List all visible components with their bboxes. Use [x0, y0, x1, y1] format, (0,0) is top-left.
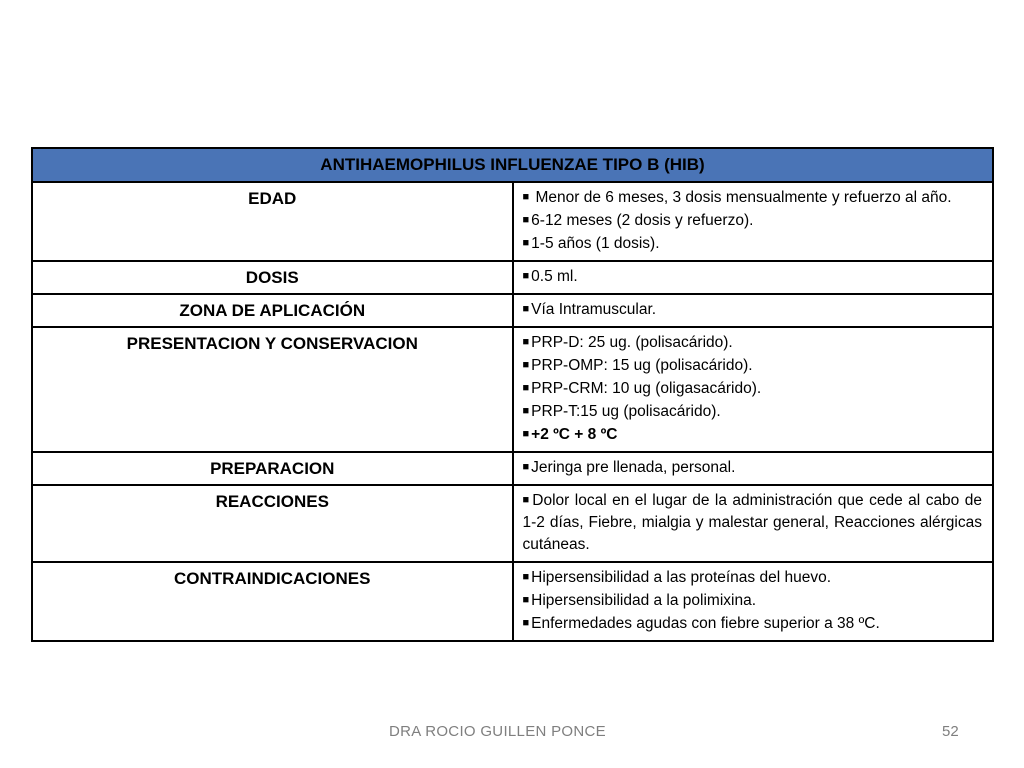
bullet-square-icon: ■ — [522, 191, 530, 203]
row-value-reacciones — [513, 485, 994, 562]
bullet-square-icon: ■ — [522, 461, 530, 473]
row-value-zona-aplicacion — [513, 294, 994, 327]
list-item: ■ 0.5 ml. — [522, 268, 578, 285]
table-row — [32, 182, 993, 261]
list-item: ■ PRP-T:15 ug (polisacárido). — [522, 403, 721, 420]
bullet-square-icon: ■ — [522, 594, 530, 606]
bullet-square-icon: ■ — [522, 571, 530, 583]
row-label-presentacion: PRESENTACION Y CONSERVACION — [32, 327, 513, 452]
bullet-square-icon: ■ — [522, 214, 530, 226]
table-row — [32, 562, 993, 641]
bullet-square-icon: ■ — [522, 303, 530, 315]
list-item: ■ 1-5 años (1 dosis). — [522, 235, 660, 252]
bullet-square-icon: ■ — [522, 270, 530, 282]
row-value-presentacion — [513, 327, 994, 452]
table-row — [32, 452, 993, 485]
row-label-edad: EDAD — [32, 182, 513, 261]
row-label-dosis: DOSIS — [32, 261, 513, 294]
vaccine-table — [31, 147, 994, 642]
list-item: ■ PRP-D: 25 ug. (polisacárido). — [522, 334, 733, 351]
row-label-preparacion: PREPARACION — [32, 452, 513, 485]
row-value-dosis — [513, 261, 994, 294]
bullet-square-icon: ■ — [522, 494, 531, 506]
list-item: ■ Jeringa pre llenada, personal. — [522, 459, 736, 476]
list-item: ■ Hipersensibilidad a las proteínas del huevo. — [522, 569, 832, 586]
table-title: ANTIHAEMOPHILUS INFLUENZAE TIPO B (HIB) — [32, 148, 993, 182]
list-item: ■ 6-12 meses (2 dosis y refuerzo). — [522, 212, 754, 229]
row-label-contraindicaciones: CONTRAINDICACIONES — [32, 562, 513, 641]
list-item-temperature: ■ +2 ºC + 8 ºC — [522, 426, 618, 443]
table-header-row — [32, 148, 993, 182]
list-item: ■ PRP-OMP: 15 ug (polisacárido). — [522, 357, 753, 374]
list-item: ■ Hipersensibilidad a la polimixina. — [522, 592, 757, 609]
list-item: ■ PRP-CRM: 10 ug (oligasacárido). — [522, 380, 762, 397]
list-item: ■ Enfermedades agudas con fiebre superior a 38 ºC. — [522, 615, 880, 632]
bullet-square-icon: ■ — [522, 428, 530, 440]
bullet-square-icon: ■ — [522, 382, 530, 394]
bullet-square-icon: ■ — [522, 405, 530, 417]
list-item: ■ Vía Intramuscular. — [522, 301, 657, 318]
row-label-zona-aplicacion: ZONA DE APLICACIÓN — [32, 294, 513, 327]
row-value-edad — [513, 182, 994, 261]
table-row — [32, 261, 993, 294]
table-row — [32, 294, 993, 327]
bullet-square-icon: ■ — [522, 336, 530, 348]
row-value-contraindicaciones — [513, 562, 994, 641]
footer-author: DRA ROCIO GUILLEN PONCE — [389, 723, 606, 740]
bullet-square-icon: ■ — [522, 617, 530, 629]
row-label-reacciones: REACCIONES — [32, 485, 513, 562]
page-number: 52 — [942, 723, 959, 740]
row-value-preparacion — [513, 452, 994, 485]
bullet-square-icon: ■ — [522, 359, 530, 371]
list-item: ■ Dolor local en el lugar de la administración que cede al cabo de 1-2 días, Fiebre, mialgia y malestar general, Reacciones alérgicas cutáneas. — [522, 492, 982, 553]
bullet-square-icon: ■ — [522, 237, 530, 249]
list-item: ■ Menor de 6 meses, 3 dosis mensualmente y refuerzo al año. — [522, 189, 952, 206]
table-row — [32, 327, 993, 452]
table-row — [32, 485, 993, 562]
